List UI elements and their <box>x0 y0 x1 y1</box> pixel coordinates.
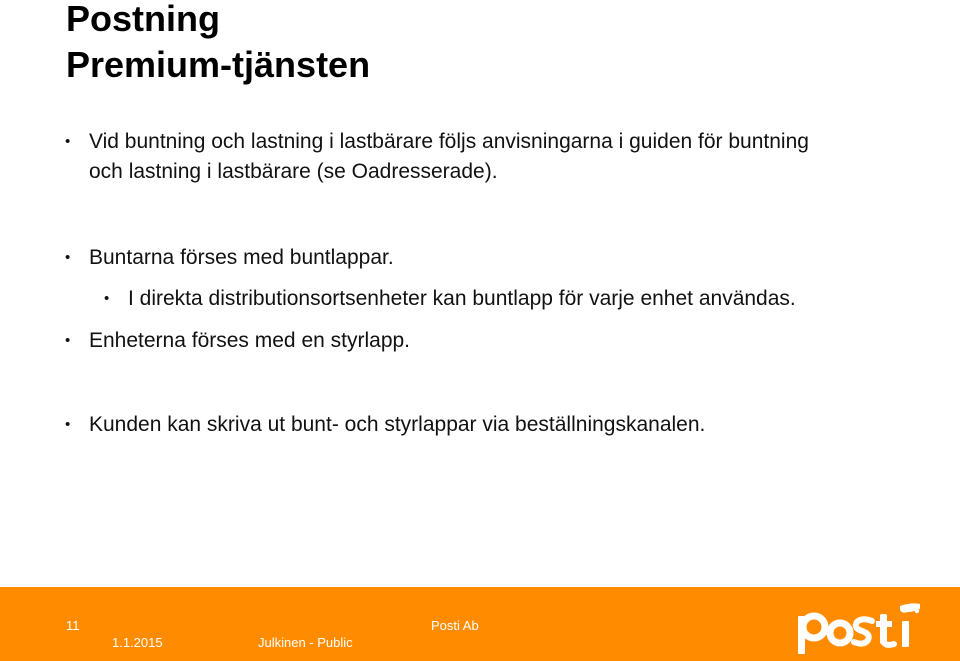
company-name: Posti Ab <box>431 618 479 633</box>
bullet-4 <box>65 410 706 440</box>
title-line-1: Postning <box>66 0 220 39</box>
posti-logo <box>796 600 924 656</box>
bullet-dot: • <box>65 133 71 150</box>
bullet-2-text: Buntarna förses med buntlappar. <box>89 246 394 269</box>
slide-title <box>66 0 370 88</box>
slide-footer <box>0 587 960 661</box>
bullet-dot: • <box>65 249 71 266</box>
bullet-2 <box>65 243 394 273</box>
classification-label: Julkinen - Public <box>258 635 353 650</box>
footer-date: 1.1.2015 <box>112 635 163 650</box>
sub-bullet-1-text: I direkta distributionsortsenheter kan buntlapp för varje enhet användas. <box>128 287 796 310</box>
page-number: 11 <box>66 618 80 633</box>
bullet-4-text: Kunden kan skriva ut bunt- och styrlappar via beställningskanalen. <box>89 413 706 436</box>
bullet-dot: • <box>104 290 110 307</box>
bullet-1-line-1: Vid buntning och lastning i lastbärare följs anvisningarna i guiden för buntning <box>89 130 809 153</box>
title-line-2: Premium-tjänsten <box>66 44 371 85</box>
bullet-1-line-2: och lastning i lastbärare (se Oadresserade). <box>89 160 498 183</box>
sub-bullet-1 <box>104 284 796 314</box>
bullet-3-text: Enheterna förses med en styrlapp. <box>89 329 411 352</box>
bullet-1 <box>65 127 809 187</box>
bullet-3 <box>65 326 411 356</box>
bullet-dot: • <box>65 416 71 433</box>
bullet-dot: • <box>65 332 71 349</box>
